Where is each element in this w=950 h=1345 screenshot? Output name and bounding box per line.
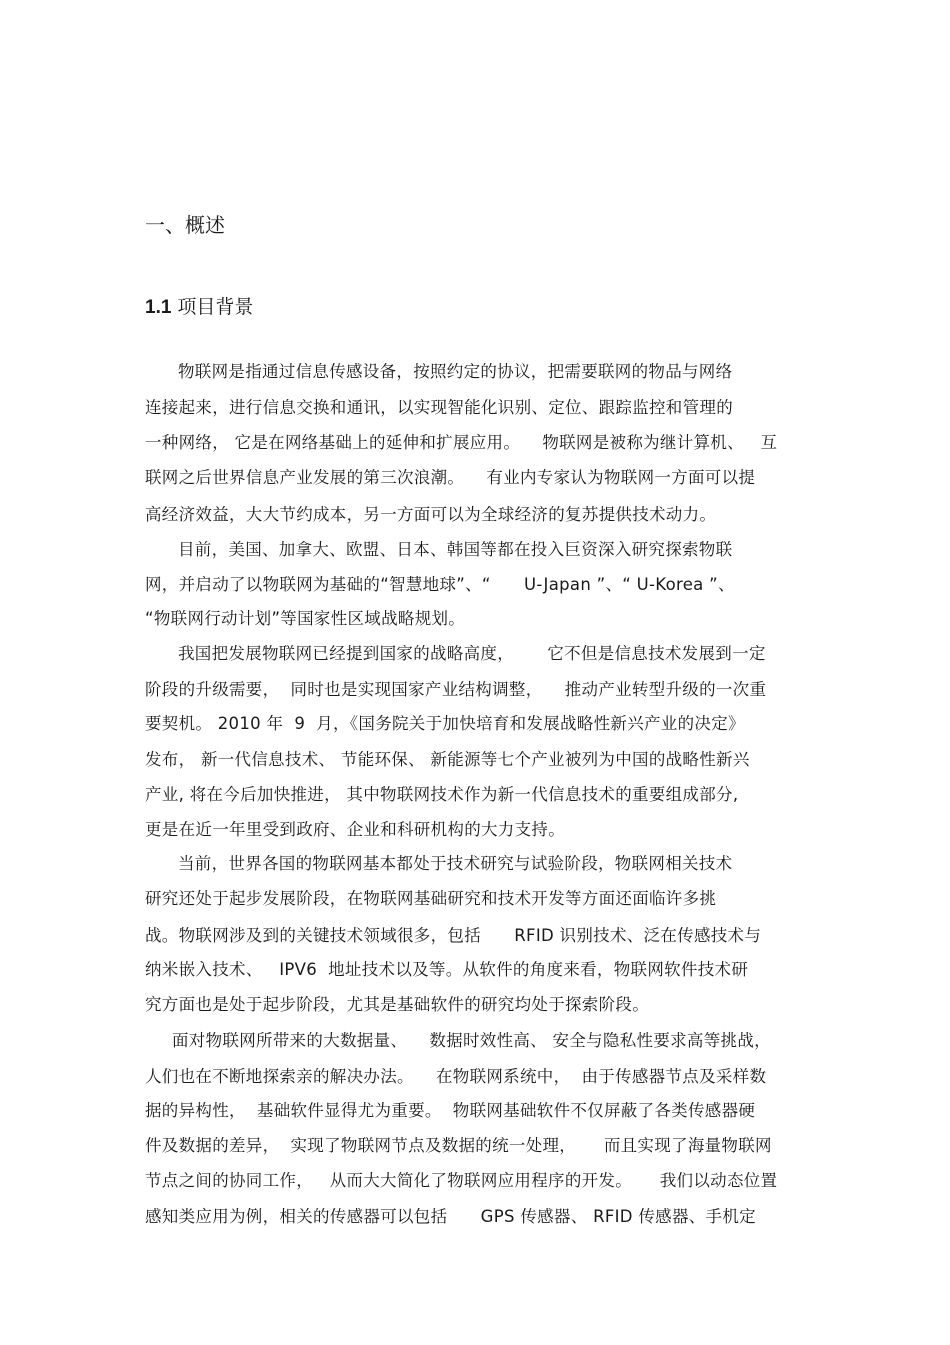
paragraph-line: 阶段的升级需要， 同时也是实现国家产业结构调整， 推动产业转型升级的一次重 — [145, 680, 767, 699]
paragraph-line: 物联网是指通过信息传感设备，按照约定的协议，把需要联网的物品与网络 — [178, 362, 733, 381]
paragraph-line: 究方面也是处于起步阶段，尤其是基础软件的研究均处于探索阶段。 — [145, 995, 649, 1014]
subsection-heading — [145, 294, 253, 321]
paragraph-line: 连接起来，进行信息交换和通讯，以实现智能化识别、定位、跟踪监控和管理的 — [145, 398, 733, 417]
paragraph-line: 发布， 新一代信息技术、 节能环保、 新能源等七个产业被列为中国的战略性新兴 — [145, 750, 750, 769]
paragraph-line: 研究还处于起步发展阶段，在物联网基础研究和技术开发等方面还面临许多挑 — [145, 889, 717, 908]
paragraph-line: 更是在近一年里受到政府、企业和科研机构的大力支持。 — [145, 820, 565, 839]
paragraph-line: 一种网络， 它是在网络基础上的延伸和扩展应用。 物联网是被称为继计算机、 互 — [145, 433, 778, 452]
paragraph-line: 件及数据的差异， 实现了物联网节点及数据的统一处理， 而且实现了海量物联网 — [145, 1136, 772, 1155]
paragraph-line: 网，并启动了以物联网为基础的“智慧地球”、“ U-Japan ”、“ U-Korea ”、 — [145, 575, 735, 594]
paragraph-line: 据的异构性， 基础软件显得尤为重要。 物联网基础软件不仅屏蔽了各类传感器硬 — [145, 1101, 756, 1120]
paragraph-line: 联网之后世界信息产业发展的第三次浪潮。 有业内专家认为物联网一方面可以提 — [145, 468, 756, 487]
subsection-title: 项目背景 — [177, 296, 254, 318]
paragraph-line: 当前，世界各国的物联网基本都处于技术研究与试验阶段，物联网相关技术 — [178, 854, 733, 873]
paragraph-line: 产业, 将在今后加快推进， 其中物联网技术作为新一代信息技术的重要组成部分, — [145, 785, 739, 804]
paragraph-line: “物联网行动计划”等国家性区域战略规划。 — [145, 609, 466, 628]
subsection-number: 1.1 — [145, 297, 172, 318]
paragraph-line: 目前，美国、加拿大、欧盟、日本、韩国等都在投入巨资深入研究探索物联 — [178, 540, 733, 559]
paragraph-line: 感知类应用为例，相关的传感器可以包括 GPS 传感器、 RFID 传感器、手机定 — [145, 1207, 756, 1226]
paragraph-line: 纳米嵌入技术、 IPV6 地址技术以及等。从软件的角度来看，物联网软件技术研 — [145, 960, 749, 979]
paragraph-line: 面对物联网所带来的大数据量、 数据时效性高、 安全与隐私性要求高等挑战， — [172, 1031, 771, 1050]
paragraph-line: 高经济效益，大大节约成本，另一方面可以为全球经济的复苏提供技术动力。 — [145, 505, 717, 524]
paragraph-line: 人们也在不断地探索亲的解决办法。 在物联网系统中， 由于传感器节点及采样数 — [145, 1067, 767, 1086]
paragraph-line: 战。物联网涉及到的关键技术领域很多，包括 RFID 识别技术、泛在传感技术与 — [145, 926, 762, 945]
paragraph-line: 节点之间的协同工作， 从而大大简化了物联网应用程序的开发。 我们以动态位置 — [145, 1171, 778, 1190]
paragraph-line: 要契机。 2010 年 9 月，《国务院关于加快培育和发展战略性新兴产业的决定》 — [145, 714, 745, 733]
section-heading: 一、概述 — [145, 213, 225, 237]
paragraph-line: 我国把发展物联网已经提到国家的战略高度， 它不但是信息技术发展到一定 — [178, 644, 766, 663]
